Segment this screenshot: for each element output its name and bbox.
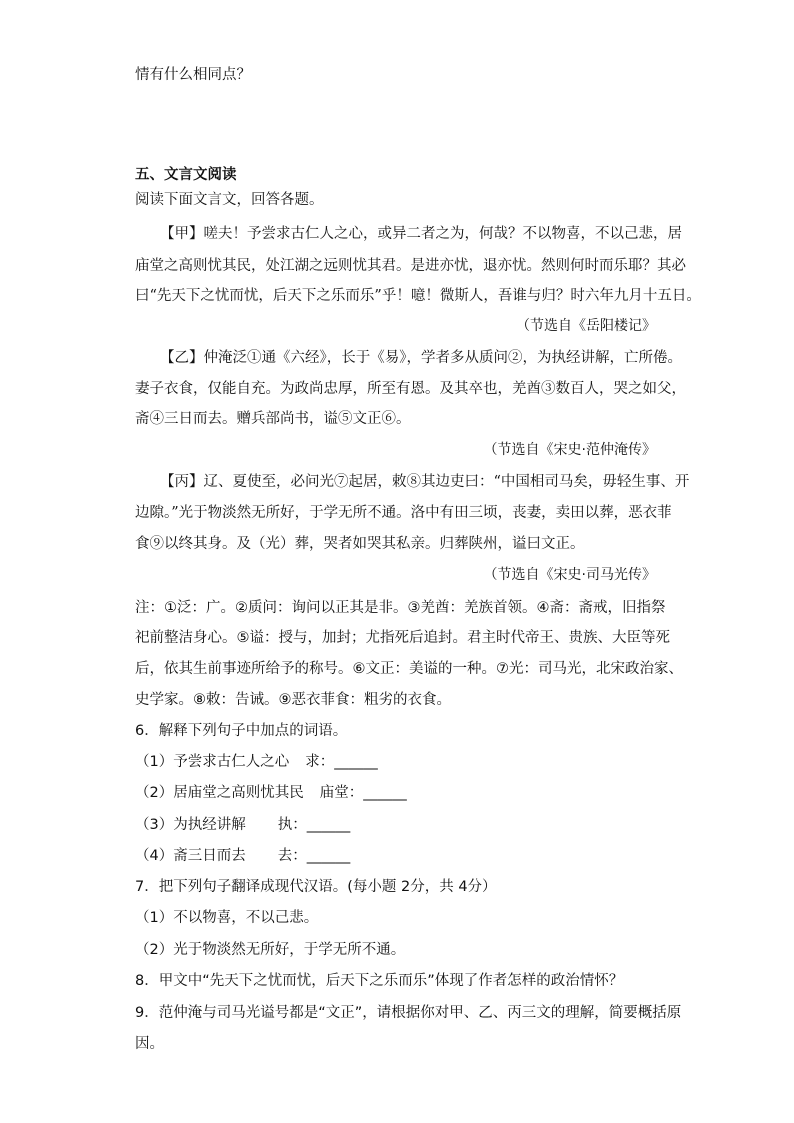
question-7-stem: 7．把下列句子翻译成现代汉语。(每小题 2分，共 4分） xyxy=(135,879,497,895)
question-7-item: （2）光于物淡然无所好，于学无所不通。 xyxy=(135,942,406,958)
passage-jia-source: （节选自《岳阳楼记》 xyxy=(516,318,656,334)
passage-yi-line: 斋④三日而去。赠兵部尚书，谥⑤文正⑥。 xyxy=(135,411,411,427)
q6-sentence: （3）为执经讲解 xyxy=(135,817,246,833)
q6-sentence: （4）斋三日而去 xyxy=(135,848,246,864)
notes-line: 史学家。⑧敕：告诫。⑨恶衣菲食：粗劣的衣食。 xyxy=(135,692,451,708)
answer-blank[interactable]: ______ xyxy=(363,785,407,801)
question-6-item xyxy=(135,786,407,801)
notes-line: 注：①泛：广。②质问：询问以正其是非。③羌酋：羌族首领。④斋：斋戒，旧指祭 xyxy=(135,600,666,616)
question-6-stem: 6．解释下列句子中加点的词语。 xyxy=(135,723,348,739)
q6-sentence: （2）居庙堂之高则忧其民 xyxy=(135,785,304,801)
notes-line: 祀前整洁身心。⑤谥：授与，加封；尤指死后追封。君主时代帝王、贵族、大臣等死 xyxy=(135,630,670,646)
instruction-text: 阅读下面文言文，回答各题。 xyxy=(135,192,324,208)
question-7-item: （1）不以物喜，不以己悲。 xyxy=(135,910,319,926)
question-9-stem: 9．范仲淹与司马光谥号都是“文正”，请根据你对甲、乙、丙三文的理解，简要概括原 xyxy=(135,1005,682,1021)
answer-blank[interactable]: ______ xyxy=(306,848,351,864)
passage-jia-line: 庙堂之高则忧其民，处江湖之远则忧其君。是进亦忧，退亦忧。然则何时而乐耶？其必 xyxy=(135,258,686,274)
passage-bing-line: 食⑨以终其身。及（光）葬，哭者如哭其私亲。归葬陕州，谥曰文正。 xyxy=(135,536,585,552)
passage-jia-line: 曰“先天下之忧而忧，后天下之乐而乐”乎！噫！微斯人，吾谁与归？时六年九月十五日。 xyxy=(135,288,701,304)
q6-word: 去： xyxy=(277,848,307,864)
section-title: 五、文言文阅读 xyxy=(135,167,237,183)
q6-sentence: （1）予尝求古仁人之心 xyxy=(135,754,290,770)
question-9-stem-cont: 因。 xyxy=(135,1036,164,1052)
passage-yi-line: 【乙】仲淹泛①通《六经》，长于《易》，学者多从质问②，为执经讲解，亡所倦。 xyxy=(160,350,682,366)
answer-blank[interactable]: ______ xyxy=(334,754,378,770)
q6-word: 执： xyxy=(277,817,307,833)
notes-line: 后，依其生前事迹所给予的称号。⑥文正：美谥的一种。⑦光：司马光，北宋政治家、 xyxy=(135,661,683,677)
q6-word: 庙堂： xyxy=(319,785,364,801)
passage-bing-line: 边隙。”光于物淡然无所好，于学无所不通。洛中有田三顷，丧妻，卖田以葬，恶衣菲 xyxy=(135,505,672,521)
passage-yi-source: （节选自《宋史·范仲淹传》 xyxy=(483,442,656,458)
passage-yi-line: 妻子衣食，仅能自充。为政尚忠厚，所至有恩。及其卒也，羌酋③数百人，哭之如父， xyxy=(135,381,686,397)
question-6-item xyxy=(135,755,378,770)
question-6-item xyxy=(135,818,350,833)
question-8-stem: 8．甲文中“先天下之忧而忧，后天下之乐而乐”体现了作者怎样的政治情怀？ xyxy=(135,973,624,989)
passage-jia-line: 【甲】嗟夫！予尝求古仁人之心，或异二者之为，何哉？不以物喜，不以己悲，居 xyxy=(160,226,682,242)
q6-word: 求： xyxy=(305,754,335,770)
answer-blank[interactable]: ______ xyxy=(306,817,351,833)
question-6-item xyxy=(135,849,350,864)
passage-bing-source: （节选自《宋史·司马光传》 xyxy=(483,567,656,583)
passage-bing-line: 【丙】辽、夏使至，必问光⑦起居，敕⑧其边吏曰：“中国相司马矣，毋轻生事、开 xyxy=(160,474,690,490)
previous-question-tail: 情有什么相同点？ xyxy=(135,67,251,83)
